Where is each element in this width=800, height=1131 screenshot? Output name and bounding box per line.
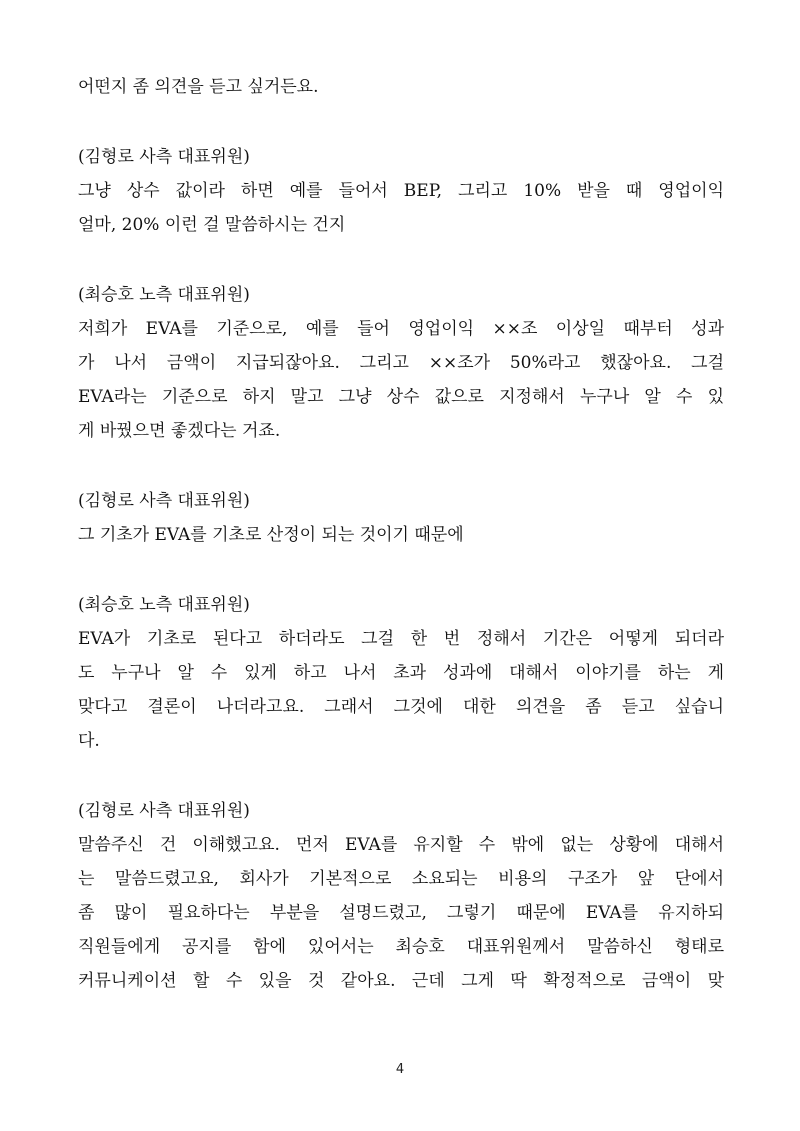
text-line: 어떤지 좀 의견을 듣고 싶거든요. (78, 77, 319, 97)
speaker-label: (김형로 사측 대표위원) (78, 147, 250, 167)
text-line: 저희가 EVA를 기준으로, 예를 들어 영업이익 ××조 이상일 때부터 성과 (78, 319, 724, 339)
paragraph-gap (78, 242, 724, 278)
paragraph-gap (78, 758, 724, 794)
paragraph-gap (78, 448, 724, 484)
text-line: 가 나서 금액이 지급되잖아요. 그리고 ××조가 50%라고 했잖아요. 그걸 (78, 353, 724, 373)
page-number: 4 (395, 1062, 405, 1077)
text-line: 그 기초가 EVA를 기초로 산정이 되는 것이기 때문에 (78, 525, 464, 545)
speaker-label: (최승호 노측 대표위원) (78, 285, 250, 305)
text-line: 맞다고 결론이 나더라고요. 그래서 그것에 대한 의견을 좀 듣고 싶습니 (78, 697, 724, 717)
text-line: 그냥 상수 값이라 하면 예를 들어서 BEP, 그리고 10% 받을 때 영업이익 (78, 181, 724, 201)
text-line: 다. (78, 731, 100, 751)
text-line: 도 누구나 알 수 있게 하고 나서 초과 성과에 대해서 이야기를 하는 게 (78, 663, 724, 683)
text-line: EVA라는 기준으로 하지 말고 그냥 상수 값으로 지정해서 누구나 알 수 있 (78, 387, 724, 407)
text-line: EVA가 기초로 된다고 하더라도 그걸 한 번 정해서 기간은 어떻게 되더라 (78, 629, 724, 649)
text-line: 직원들에게 공지를 함에 있어서는 최승호 대표위원께서 말씀하신 형태로 (78, 937, 724, 957)
text-line: 게 바꿨으면 좋겠다는 거죠. (78, 421, 281, 441)
speaker-label: (김형로 사측 대표위원) (78, 491, 250, 511)
text-line: 얼마, 20% 이런 걸 말씀하시는 건지 (78, 215, 346, 235)
text-line: 커뮤니케이션 할 수 있을 것 같아요. 근데 그게 딱 확정적으로 금액이 맞 (78, 971, 724, 991)
document-body (78, 70, 724, 998)
paragraph-gap (78, 552, 724, 588)
text-line: 좀 많이 필요하다는 부분을 설명드렸고, 그렇기 때문에 EVA를 유지하되 (78, 903, 724, 923)
speaker-label: (김형로 사측 대표위원) (78, 801, 250, 821)
text-line: 말씀주신 건 이해했고요. 먼저 EVA를 유지할 수 밖에 없는 상황에 대해서 (78, 835, 724, 855)
text-line: 는 말씀드렸고요, 회사가 기본적으로 소요되는 비용의 구조가 앞 단에서 (78, 869, 724, 889)
speaker-label: (최승호 노측 대표위원) (78, 595, 250, 615)
paragraph-gap (78, 104, 724, 140)
